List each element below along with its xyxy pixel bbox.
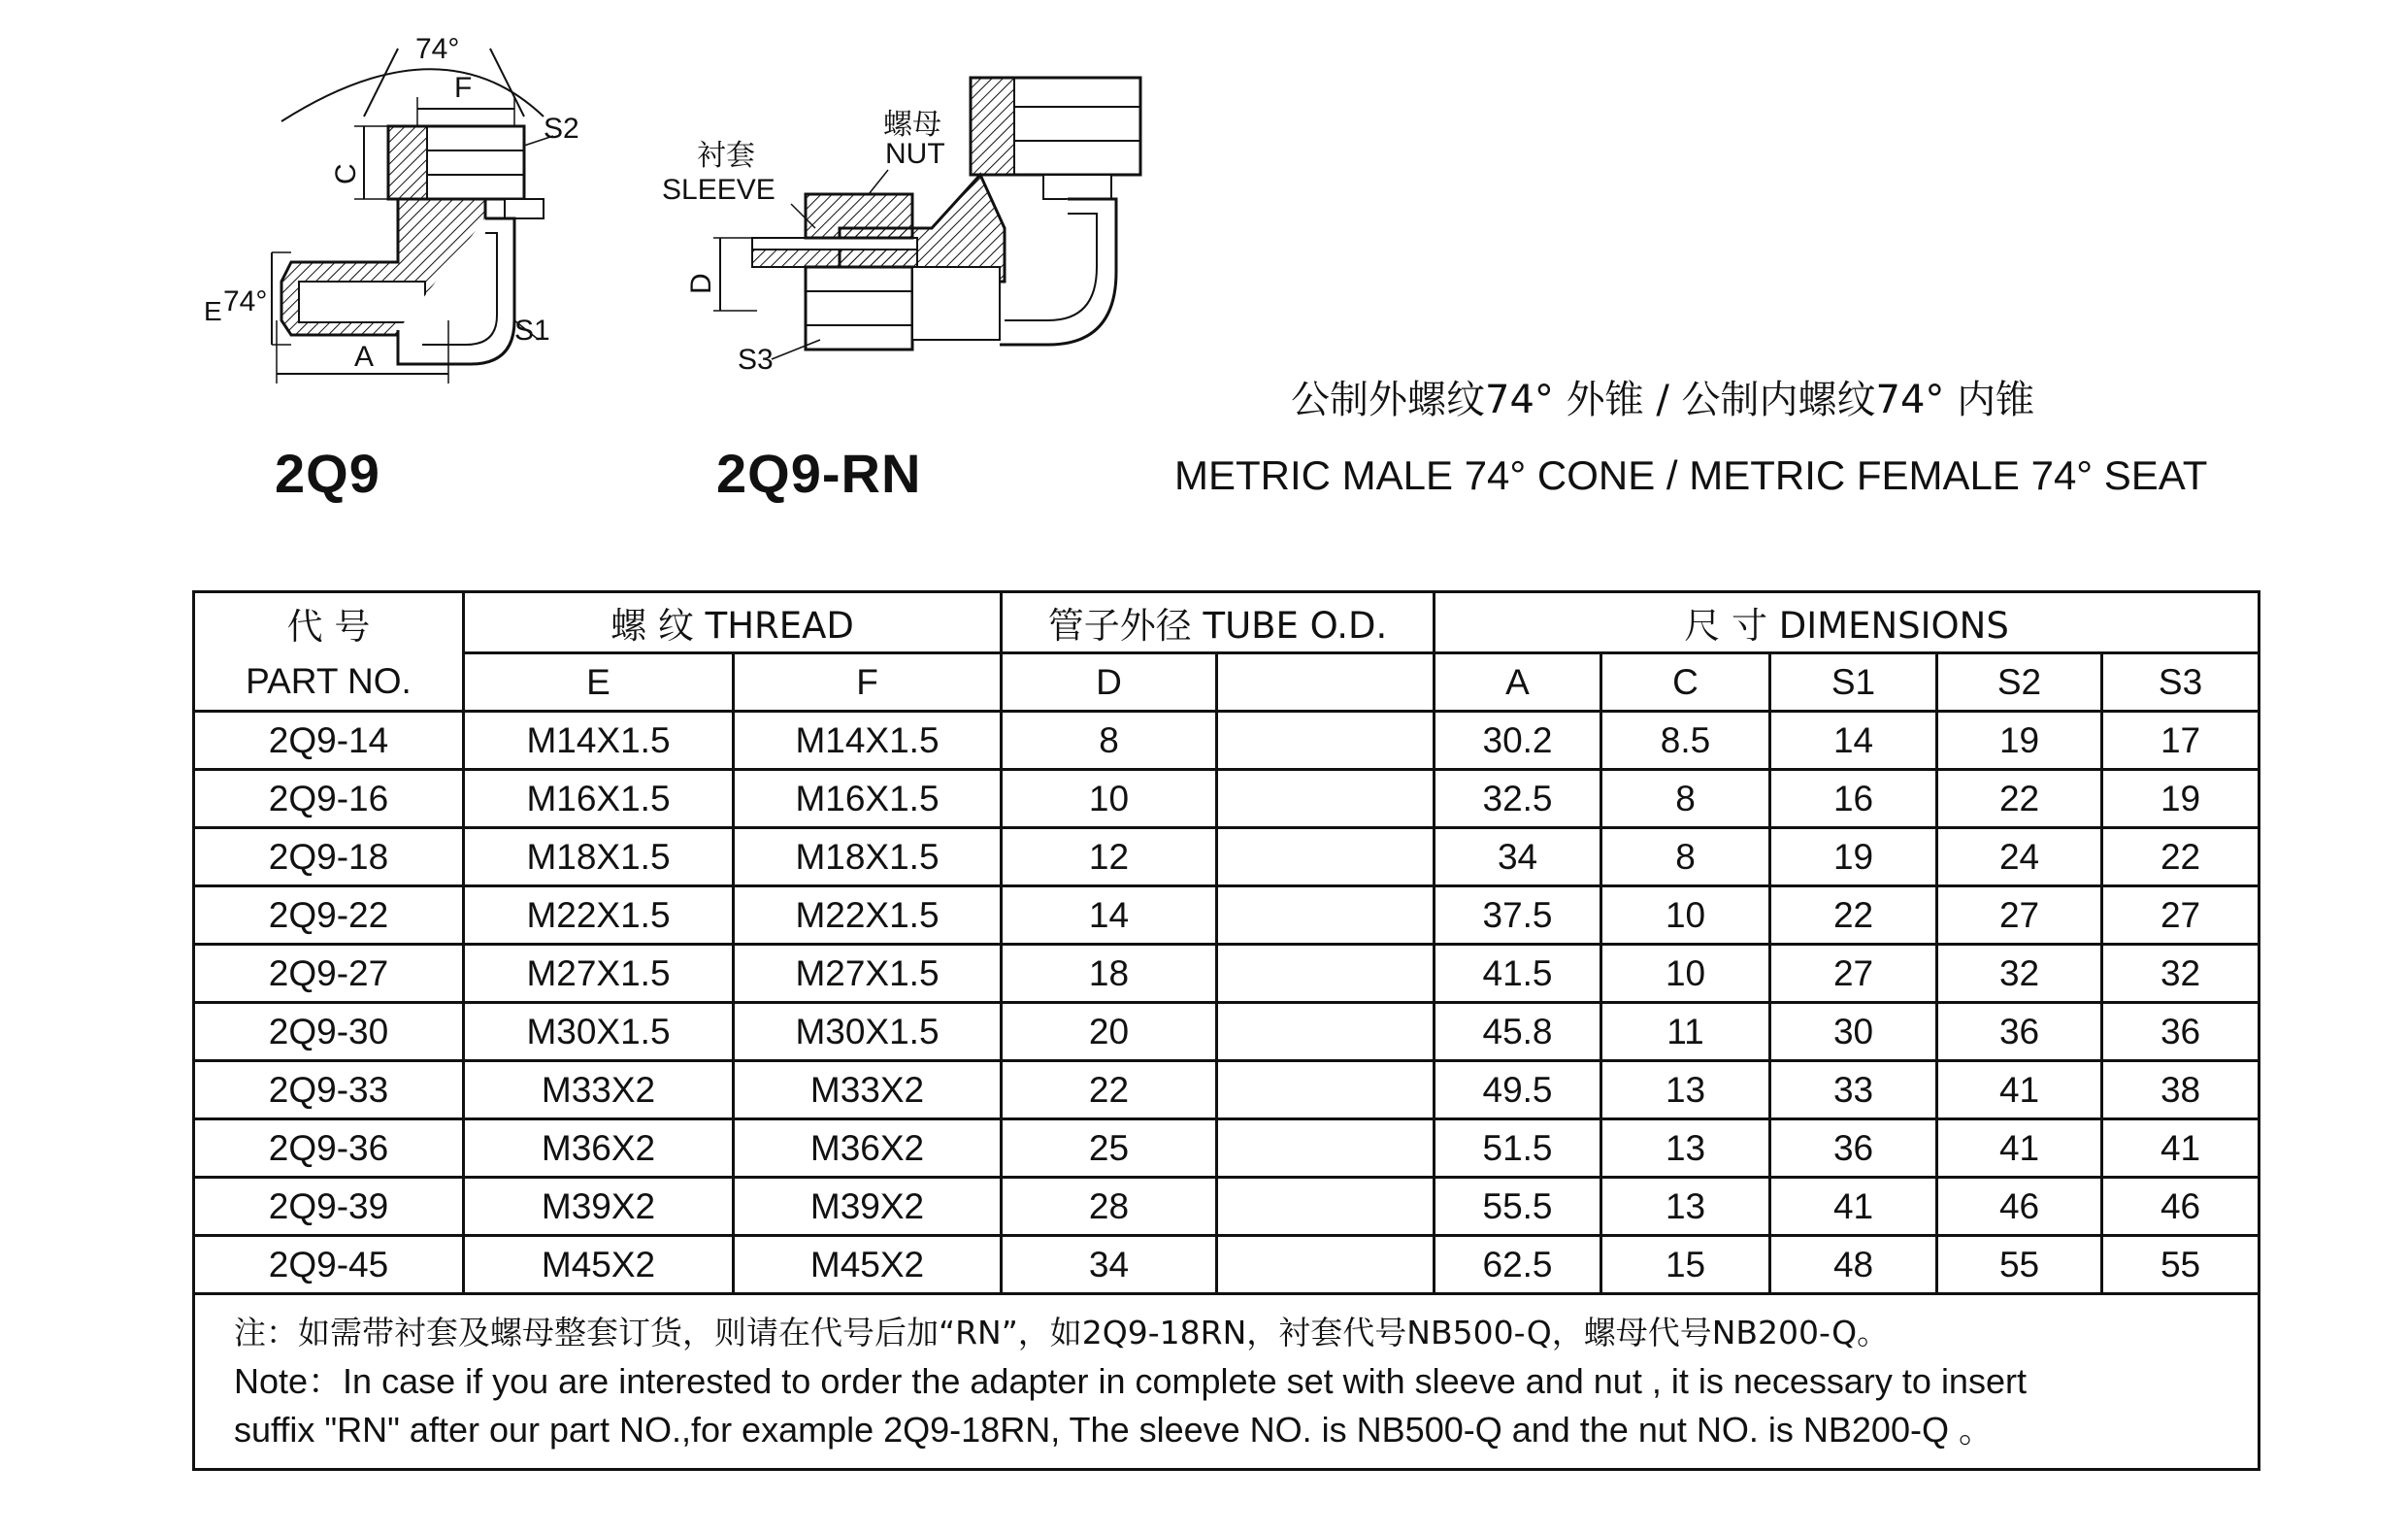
cell-s2: 32	[1937, 945, 2102, 1003]
cell-part: 2Q9-16	[194, 770, 464, 828]
cell-part: 2Q9-18	[194, 828, 464, 886]
table-row	[194, 886, 2260, 945]
note-chinese: 注：如需带衬套及螺母整套订货，则请在代号后加“RN”，如2Q9-18RN，衬套代号NB500-Q，螺母代号NB200-Q。	[234, 1314, 1890, 1351]
spec-table	[192, 590, 2260, 1471]
table-row	[194, 1061, 2260, 1119]
angle-top-label: 74°	[415, 33, 460, 65]
cell-part: 2Q9-14	[194, 712, 464, 770]
table-row	[194, 1178, 2260, 1236]
cell-a: 45.8	[1435, 1003, 1601, 1061]
cell-blank	[1217, 1061, 1435, 1119]
cell-c: 8	[1601, 828, 1770, 886]
cell-s1: 48	[1770, 1236, 1937, 1294]
header-c: C	[1601, 653, 1770, 712]
cell-blank	[1217, 1119, 1435, 1178]
cell-s3: 17	[2102, 712, 2260, 770]
cell-part: 2Q9-22	[194, 886, 464, 945]
cell-f: M18X1.5	[734, 828, 1002, 886]
sleeve-cn-label: 衬套	[697, 139, 755, 173]
header-a: A	[1435, 653, 1601, 712]
note-english-line-1: Note：In case if you are interested to order the adapter in complete set with sleeve and nut , it is necessary to insert	[234, 1361, 2027, 1401]
cell-d: 34	[1002, 1236, 1217, 1294]
cell-s2: 55	[1937, 1236, 2102, 1294]
table-row	[194, 828, 2260, 886]
cell-c: 8.5	[1601, 712, 1770, 770]
title-chinese: 公制外螺纹74° 外锥 / 公制内螺纹74° 内锥	[1291, 378, 2035, 422]
cell-f: M33X2	[734, 1061, 1002, 1119]
cell-e: M22X1.5	[464, 886, 734, 945]
cell-d: 18	[1002, 945, 1217, 1003]
header-blank	[1217, 653, 1435, 712]
cell-a: 49.5	[1435, 1061, 1601, 1119]
cell-f: M22X1.5	[734, 886, 1002, 945]
cell-s1: 33	[1770, 1061, 1937, 1119]
cell-s3: 46	[2102, 1178, 2260, 1236]
header-part-cn: 代 号	[194, 592, 464, 653]
cell-a: 37.5	[1435, 886, 1601, 945]
header-f: F	[734, 653, 1002, 712]
dim-e-label: E	[204, 296, 222, 326]
header-d: D	[1002, 653, 1217, 712]
cell-s3: 27	[2102, 886, 2260, 945]
cell-s2: 46	[1937, 1178, 2102, 1236]
cell-e: M45X2	[464, 1236, 734, 1294]
cell-e: M33X2	[464, 1061, 734, 1119]
cell-a: 62.5	[1435, 1236, 1601, 1294]
diagram-2q9	[194, 29, 602, 398]
diagram-2q9-rn	[660, 58, 1165, 388]
header-thread: 螺 纹 THREAD	[464, 592, 1002, 653]
header-s1: S1	[1770, 653, 1937, 712]
cell-s2: 41	[1937, 1061, 2102, 1119]
cell-c: 13	[1601, 1061, 1770, 1119]
cell-c: 11	[1601, 1003, 1770, 1061]
cell-e: M27X1.5	[464, 945, 734, 1003]
part-label-2q9: 2Q9	[275, 443, 380, 504]
cell-s3: 36	[2102, 1003, 2260, 1061]
cell-d: 22	[1002, 1061, 1217, 1119]
table-row	[194, 945, 2260, 1003]
cell-e: M18X1.5	[464, 828, 734, 886]
cell-s3: 38	[2102, 1061, 2260, 1119]
cell-s1: 30	[1770, 1003, 1937, 1061]
cell-s3: 55	[2102, 1236, 2260, 1294]
cell-f: M16X1.5	[734, 770, 1002, 828]
cell-d: 25	[1002, 1119, 1217, 1178]
cell-s2: 22	[1937, 770, 2102, 828]
cell-s3: 19	[2102, 770, 2260, 828]
dim-f-label: F	[454, 72, 473, 104]
title-english: METRIC MALE 74° CONE / METRIC FEMALE 74° SEAT	[1174, 452, 2208, 498]
cell-s1: 27	[1770, 945, 1937, 1003]
cell-s3: 41	[2102, 1119, 2260, 1178]
cell-c: 15	[1601, 1236, 1770, 1294]
cell-blank	[1217, 886, 1435, 945]
note-english-line-2: suffix "RN" after our part NO.,for example 2Q9-18RN, The sleeve NO. is NB500-Q and the nut NO. is NB200-Q 。	[234, 1410, 1994, 1450]
dim-d-label: D	[685, 273, 717, 294]
cell-a: 34	[1435, 828, 1601, 886]
cell-s2: 41	[1937, 1119, 2102, 1178]
angle-side-label: 74°	[223, 285, 268, 317]
cell-f: M39X2	[734, 1178, 1002, 1236]
cell-part: 2Q9-33	[194, 1061, 464, 1119]
cell-s1: 36	[1770, 1119, 1937, 1178]
cell-part: 2Q9-30	[194, 1003, 464, 1061]
cell-part: 2Q9-39	[194, 1178, 464, 1236]
table-row	[194, 1003, 2260, 1061]
cell-e: M39X2	[464, 1178, 734, 1236]
header-e: E	[464, 653, 734, 712]
cell-s3: 32	[2102, 945, 2260, 1003]
cell-d: 12	[1002, 828, 1217, 886]
cell-blank	[1217, 1003, 1435, 1061]
dim-s1-label: S1	[514, 315, 550, 347]
cell-a: 51.5	[1435, 1119, 1601, 1178]
cell-s1: 19	[1770, 828, 1937, 886]
cell-a: 32.5	[1435, 770, 1601, 828]
cell-part: 2Q9-27	[194, 945, 464, 1003]
cell-s3: 22	[2102, 828, 2260, 886]
cell-d: 14	[1002, 886, 1217, 945]
cell-s2: 27	[1937, 886, 2102, 945]
cell-d: 28	[1002, 1178, 1217, 1236]
cell-blank	[1217, 1236, 1435, 1294]
cell-a: 41.5	[1435, 945, 1601, 1003]
table-row	[194, 1119, 2260, 1178]
cell-f: M14X1.5	[734, 712, 1002, 770]
header-s2: S2	[1937, 653, 2102, 712]
cell-blank	[1217, 1178, 1435, 1236]
dim-a-label: A	[354, 341, 375, 373]
cell-e: M30X1.5	[464, 1003, 734, 1061]
cell-blank	[1217, 770, 1435, 828]
cell-a: 30.2	[1435, 712, 1601, 770]
dim-s2-label: S2	[544, 113, 579, 145]
cell-part: 2Q9-45	[194, 1236, 464, 1294]
header-s3: S3	[2102, 653, 2260, 712]
elbow-with-sleeve-nut-drawing	[660, 58, 1165, 388]
cell-s1: 16	[1770, 770, 1937, 828]
header-part-en: PART NO.	[194, 653, 464, 712]
note-cell	[194, 1294, 2260, 1470]
cell-f: M27X1.5	[734, 945, 1002, 1003]
cell-s2: 19	[1937, 712, 2102, 770]
cell-c: 13	[1601, 1119, 1770, 1178]
cell-d: 8	[1002, 712, 1217, 770]
cell-e: M36X2	[464, 1119, 734, 1178]
cell-f: M45X2	[734, 1236, 1002, 1294]
cell-e: M14X1.5	[464, 712, 734, 770]
cell-blank	[1217, 712, 1435, 770]
cell-d: 20	[1002, 1003, 1217, 1061]
elbow-fitting-drawing	[194, 29, 602, 398]
cell-blank	[1217, 828, 1435, 886]
nut-cn-label: 螺母	[883, 108, 941, 142]
cell-f: M36X2	[734, 1119, 1002, 1178]
sleeve-en-label: SLEEVE	[662, 174, 775, 206]
table-row	[194, 770, 2260, 828]
cell-c: 8	[1601, 770, 1770, 828]
table-row	[194, 1236, 2260, 1294]
cell-c: 10	[1601, 886, 1770, 945]
cell-s1: 41	[1770, 1178, 1937, 1236]
cell-s2: 24	[1937, 828, 2102, 886]
table-row	[194, 712, 2260, 770]
cell-s2: 36	[1937, 1003, 2102, 1061]
nut-en-label: NUT	[885, 138, 945, 170]
cell-a: 55.5	[1435, 1178, 1601, 1236]
cell-d: 10	[1002, 770, 1217, 828]
cell-blank	[1217, 945, 1435, 1003]
cell-f: M30X1.5	[734, 1003, 1002, 1061]
cell-part: 2Q9-36	[194, 1119, 464, 1178]
dim-s3-label: S3	[738, 344, 774, 376]
header-dimensions: 尺 寸 DIMENSIONS	[1435, 592, 2260, 653]
cell-c: 13	[1601, 1178, 1770, 1236]
cell-s1: 22	[1770, 886, 1937, 945]
header-tube-od: 管子外径 TUBE O.D.	[1002, 592, 1435, 653]
cell-s1: 14	[1770, 712, 1937, 770]
dim-c-label: C	[330, 163, 362, 184]
cell-e: M16X1.5	[464, 770, 734, 828]
part-label-2q9-rn: 2Q9-RN	[716, 443, 922, 504]
cell-c: 10	[1601, 945, 1770, 1003]
